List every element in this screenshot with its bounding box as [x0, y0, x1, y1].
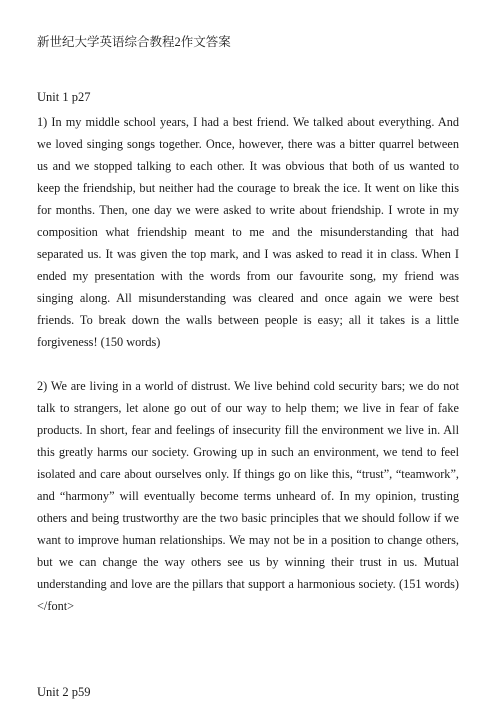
unit-2-heading: Unit 2 p59 — [37, 685, 91, 699]
document-title: 新世纪大学英语综合教程2作文答案 — [37, 35, 231, 49]
unit-1-heading: Unit 1 p27 — [37, 90, 91, 104]
essay-paragraph-2: 2) We are living in a world of distrust. We live behind cold security bars; we do not talk to strangers, let alone go out of our way to help them; we live in fear of fake products. In short, fear and feelings of insecurity fill the environment we live in. All this greatly harms our society. Growing up in such an environment, we tend to feel isolated and care about ourselves only. If things go on like this, “trust”, “teamwork”, and “harmony” will eventually become terms unheard of. In my opinion, trusting others and being trustworthy are the two basic principles that we should follow if we want to improve human relationships. We may not be in a position to change others, but we can change the way others see us by winning their trust in us. Mutual understanding and love are the pillars that support a harmonious society. (151 words) </font> — [37, 379, 459, 613]
essay-paragraph-1: 1) In my middle school years, I had a best friend. We talked about everything. And we loved singing songs together. Once, however, there was a bitter quarrel between us and we stopped talking to each other. It was obvious that both of us wanted to keep the friendship, but neither had the courage to break the ice. It went on like this for months. Then, one day we were asked to write about friendship. I wrote in my composition what friendship meant to me and the misunderstanding that had separated us. It was given the top mark, and I was asked to read it in class. When I ended my presentation with the words from our favourite song, my friend was singing along. All misunderstanding was cleared and once again we were best friends. To break down the walls between people is easy; all it takes is a little forgiveness! (150 words) — [37, 115, 459, 349]
